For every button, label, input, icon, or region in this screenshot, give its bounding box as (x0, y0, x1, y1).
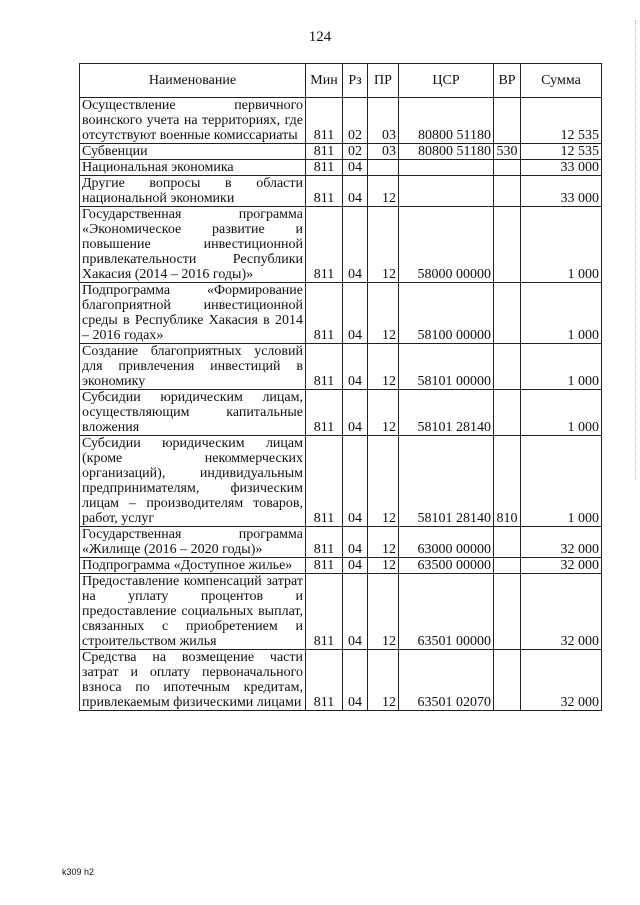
row-sum-cell: 1 000 (521, 283, 602, 344)
table-row (80, 283, 602, 344)
row-pr-cell: 12 (368, 436, 399, 527)
row-vr-cell (494, 558, 521, 574)
row-vr-cell (494, 207, 521, 283)
row-min-cell: 811 (306, 650, 343, 711)
row-csr-cell: 58100 00000 (399, 283, 494, 344)
header-vr: ВР (494, 64, 521, 98)
row-name-cell: Другие вопросы в области национальной экономики (80, 176, 306, 207)
row-rz-cell: 04 (343, 160, 368, 176)
row-min-cell: 811 (306, 436, 343, 527)
row-min-cell: 811 (306, 344, 343, 390)
row-csr-cell: 63000 00000 (399, 527, 494, 558)
row-vr-cell (494, 176, 521, 207)
table-row (80, 144, 602, 160)
row-vr-cell (494, 650, 521, 711)
row-rz-cell: 04 (343, 574, 368, 650)
row-min-cell: 811 (306, 283, 343, 344)
row-csr-cell: 63500 00000 (399, 558, 494, 574)
row-pr-cell: 12 (368, 344, 399, 390)
budget-table (79, 63, 602, 711)
table-row (80, 558, 602, 574)
table-row (80, 436, 602, 527)
row-pr-cell: 12 (368, 390, 399, 436)
row-sum-cell: 1 000 (521, 436, 602, 527)
row-csr-cell (399, 176, 494, 207)
row-csr-cell: 58101 28140 (399, 390, 494, 436)
row-csr-cell (399, 160, 494, 176)
row-vr-cell (494, 98, 521, 144)
table-row (80, 98, 602, 144)
row-vr-cell (494, 283, 521, 344)
table-row (80, 574, 602, 650)
row-vr-cell (494, 160, 521, 176)
row-name-cell: Субсидии юридическим лицам (кроме некоммерческих организаций), индивидуальным предпринимателям, физическим лицам – производителям товаров, работ, услуг (80, 436, 306, 527)
row-vr-cell: 530 (494, 144, 521, 160)
row-name-cell: Создание благоприятных условий для привлечения инвестиций в экономику (80, 344, 306, 390)
row-rz-cell: 04 (343, 436, 368, 527)
row-sum-cell: 1 000 (521, 344, 602, 390)
row-rz-cell: 02 (343, 144, 368, 160)
row-pr-cell: 03 (368, 98, 399, 144)
row-pr-cell: 12 (368, 650, 399, 711)
row-sum-cell: 33 000 (521, 160, 602, 176)
header-pr: ПР (368, 64, 399, 98)
row-sum-cell: 12 535 (521, 144, 602, 160)
row-vr-cell (494, 527, 521, 558)
row-rz-cell: 04 (343, 283, 368, 344)
row-sum-cell: 1 000 (521, 207, 602, 283)
row-pr-cell: 03 (368, 144, 399, 160)
row-csr-cell: 58000 00000 (399, 207, 494, 283)
table-row (80, 344, 602, 390)
row-sum-cell: 33 000 (521, 176, 602, 207)
row-min-cell: 811 (306, 527, 343, 558)
row-pr-cell: 12 (368, 558, 399, 574)
table-header-row (80, 64, 602, 98)
row-name-cell: Предоставление компенсаций затрат на уплату процентов и предоставление социальных выплат, связанных с приобретением и строительством жилья (80, 574, 306, 650)
row-sum-cell: 32 000 (521, 574, 602, 650)
row-min-cell: 811 (306, 98, 343, 144)
row-name-cell: Субсидии юридическим лицам, осуществляющим капитальные вложения (80, 390, 306, 436)
row-csr-cell: 80800 51180 (399, 144, 494, 160)
row-name-cell: Подпрограмма «Доступное жилье» (80, 558, 306, 574)
row-rz-cell: 02 (343, 98, 368, 144)
row-csr-cell: 63501 02070 (399, 650, 494, 711)
row-pr-cell: 12 (368, 574, 399, 650)
row-name-cell: Подпрограмма «Формирование благоприятной инвестиционной среды в Республике Хакасия в 2014 – 2016 годах» (80, 283, 306, 344)
row-name-cell: Средства на возмещение части затрат и оплату первоначального взноса по ипотечным кредитам, привлекаемым физическими лицами (80, 650, 306, 711)
row-vr-cell (494, 574, 521, 650)
row-rz-cell: 04 (343, 527, 368, 558)
row-name-cell: Осуществление первичного воинского учета на территориях, где отсутствуют военные комиссариаты (80, 98, 306, 144)
row-min-cell: 811 (306, 160, 343, 176)
page-number: 124 (308, 29, 332, 45)
row-rz-cell: 04 (343, 650, 368, 711)
row-rz-cell: 04 (343, 558, 368, 574)
row-pr-cell: 12 (368, 527, 399, 558)
row-csr-cell: 58101 00000 (399, 344, 494, 390)
table-row (80, 207, 602, 283)
row-min-cell: 811 (306, 176, 343, 207)
table-row (80, 176, 602, 207)
table-row (80, 160, 602, 176)
row-min-cell: 811 (306, 574, 343, 650)
row-name-cell: Субвенции (80, 144, 306, 160)
row-pr-cell: 12 (368, 283, 399, 344)
row-vr-cell (494, 390, 521, 436)
row-sum-cell: 1 000 (521, 390, 602, 436)
row-vr-cell (494, 344, 521, 390)
row-pr-cell (368, 160, 399, 176)
scan-edge-dots (634, 20, 636, 480)
row-csr-cell: 80800 51180 (399, 98, 494, 144)
row-csr-cell: 63501 00000 (399, 574, 494, 650)
header-csr: ЦСР (399, 64, 494, 98)
header-rz: Рз (343, 64, 368, 98)
row-min-cell: 811 (306, 390, 343, 436)
row-sum-cell: 32 000 (521, 558, 602, 574)
row-rz-cell: 04 (343, 207, 368, 283)
table-row (80, 650, 602, 711)
table-row (80, 390, 602, 436)
row-min-cell: 811 (306, 207, 343, 283)
row-pr-cell: 12 (368, 207, 399, 283)
row-min-cell: 811 (306, 558, 343, 574)
row-name-cell: Государственная программа «Экономическое развитие и повышение инвестиционной привлекательности Республики Хакасия (2014 – 2016 годы)» (80, 207, 306, 283)
row-name-cell: Государственная программа «Жилище (2016 – 2020 годы)» (80, 527, 306, 558)
header-min: Мин (306, 64, 343, 98)
row-sum-cell: 32 000 (521, 527, 602, 558)
row-pr-cell: 12 (368, 176, 399, 207)
row-min-cell: 811 (306, 144, 343, 160)
row-sum-cell: 12 535 (521, 98, 602, 144)
header-name: Наименование (80, 64, 306, 98)
header-sum: Сумма (521, 64, 602, 98)
row-rz-cell: 04 (343, 390, 368, 436)
row-rz-cell: 04 (343, 176, 368, 207)
row-sum-cell: 32 000 (521, 650, 602, 711)
row-vr-cell: 810 (494, 436, 521, 527)
row-rz-cell: 04 (343, 344, 368, 390)
row-name-cell: Национальная экономика (80, 160, 306, 176)
table-row (80, 527, 602, 558)
row-csr-cell: 58101 28140 (399, 436, 494, 527)
footer-code: k309 h2 (62, 867, 95, 877)
